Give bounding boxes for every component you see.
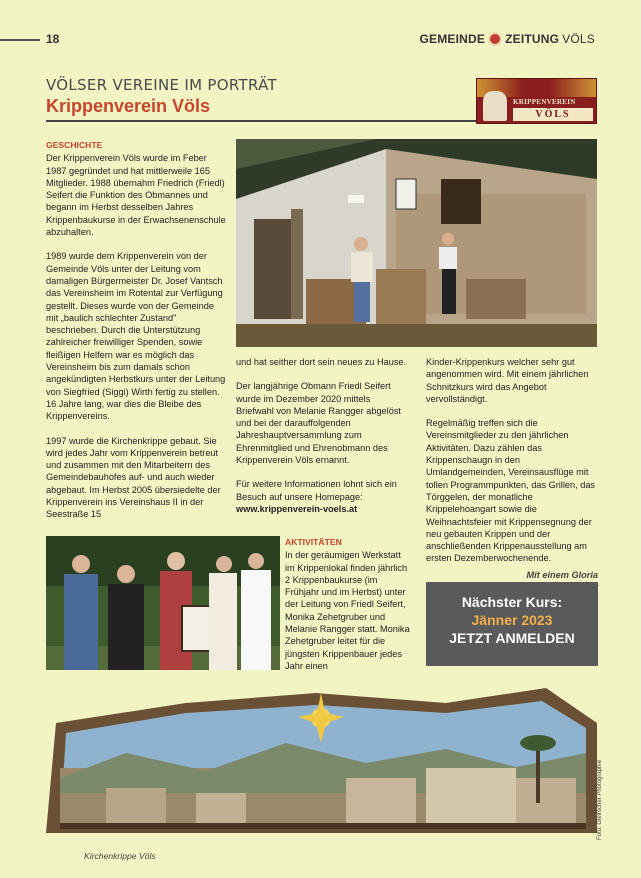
crib-caption: Kirchenkrippe Völs — [84, 851, 156, 861]
history-heading: GESCHICHTE — [46, 140, 103, 150]
homepage-link[interactable]: www.krippenverein-voels.at — [236, 503, 358, 514]
crest-icon — [488, 32, 502, 46]
course-date: Jänner 2023 — [471, 612, 553, 628]
header-rule — [0, 39, 40, 41]
signature-line-1: Mit einem Gloria — [526, 569, 598, 580]
column-middle — [236, 356, 408, 515]
history-paragraph-2: 1989 wurde dem Krippenverein von der Gemeinde Völs unter der Leitung vom damaligen Bürgermeister Dr. Josef Vantsch das Vereinsheim im Rotental zur Verfügung gestellt. Dieses wurde von der Gemeinde mit „baulich schlechter Zustand" beschrieben. Durch die Unterstützung zahlreicher freiwilliger Spenden, sowie fleißigen Helfern war es möglich das Vereinsheim bis zum damals schon angekündigten Herbstkurs unter der Leitung von Siegfried (Siggi) Wirth fertig zu stellen. 16 Jahre lang, war dies die Bleibe des Krippenvereins. — [46, 251, 226, 422]
right-paragraph-1: Kinder-Krippenkurs welcher sehr gut angenommen wird. Mit einem jährlichen Schnitzkurs wird das Angebot vervollständigt. — [426, 357, 589, 404]
course-label: Nächster Kurs: — [461, 594, 563, 610]
next-course-box[interactable] — [426, 582, 598, 666]
masthead-zeitung: ZEITUNG — [505, 32, 560, 46]
column-history — [46, 139, 226, 533]
masthead-voels: VÖLS — [562, 32, 595, 46]
page-number: 18 — [46, 32, 60, 46]
photo-team — [46, 536, 280, 670]
right-paragraph-2: Regelmäßig treffen sich die Vereinsmitglieder zu den jährlichen Aktivitäten. Dazu zählen das Krippenschaugn in den Umlandgemeinden, Vereinsausflüge mit tollen Programmpunkten, das Grillen, das Törggelen, der monatliche Krippelehoangart sowie die Weihnachtsfeier mit Krippensegnung der neu gebauten Krippen und der anschließenden Krippenausstellung am ersten Dezemberwochenende. — [426, 418, 596, 564]
logo-figure-icon — [483, 91, 507, 121]
photo-credit-wrap — [597, 759, 607, 878]
logo-text-1: KRIPPENVEREIN — [513, 98, 576, 106]
middle-paragraph-2: Der langjährige Obmann Friedl Seifert wurde im Dezember 2020 mittels Briefwahl von Melanie Rangger abgelöst und bei der darauffolgenden Jahreshauptversammlung zum Ehrenmitglied und Ehrenobmann des Krippenverein Völs ernannt. — [236, 381, 401, 466]
activities-heading: AKTIVITÄTEN — [285, 537, 342, 547]
middle-paragraph-3: Für weitere Informationen lohnt sich ein Besuch auf unsere Homepage: — [236, 479, 397, 502]
krippenverein-logo — [476, 78, 597, 124]
activities-paragraph: In der geräumigen Werkstatt im Krippenlokal finden jährlich 2 Krippenbaukurse (im Frühjahr und im Herbst) unter der Leitung von Friedl Seifert, Monika Zehetgruber und Melanie Rangger statt. Monika Zehetgruber leitet für die jüngsten Krippenbauer jedes Jahr einen — [285, 550, 410, 671]
section-title: VÖLSER VEREINE IM PORTRÄT — [46, 76, 277, 94]
photo-clubhouse — [236, 139, 597, 347]
masthead-gemeinde: GEMEINDE — [419, 32, 486, 46]
history-paragraph-3: 1997 wurde die Kirchenkrippe gebaut. Sie wird jedes Jahr vom Krippenverein betreut und zusammen mit den Mitarbeitern des Gemeindebauhofes auf- und auch wieder abgebaut. Im Herbst 2005 übersiedelte der Krippenverein ins Vereinshaus II in der Seestraße 15 — [46, 435, 221, 520]
history-paragraph-1: Der Krippenverein Völs wurde im Feber 1987 gegründet und hat mittlerweile 165 Mitglieder. 1988 übernahm Friedrich (Friedl) Seifert die Funktion des Obmannes und begann im Herbst desselben Jahres Krippenbaukurse in der Erwachsenenschule abzuhalten. — [46, 153, 226, 238]
article-title: Krippenverein Völs — [46, 96, 211, 116]
photo-church-crib — [46, 683, 597, 843]
photo-credit: Foto: Gleirscher Photographie — [597, 759, 603, 840]
column-right — [426, 356, 598, 593]
course-signup[interactable]: JETZT ANMELDEN — [449, 630, 575, 646]
middle-paragraph-1: und hat seither dort sein neues zu Hause. — [236, 357, 407, 367]
masthead — [419, 32, 595, 46]
logo-text-2: VÖLS — [513, 108, 593, 121]
column-activities — [285, 536, 410, 684]
